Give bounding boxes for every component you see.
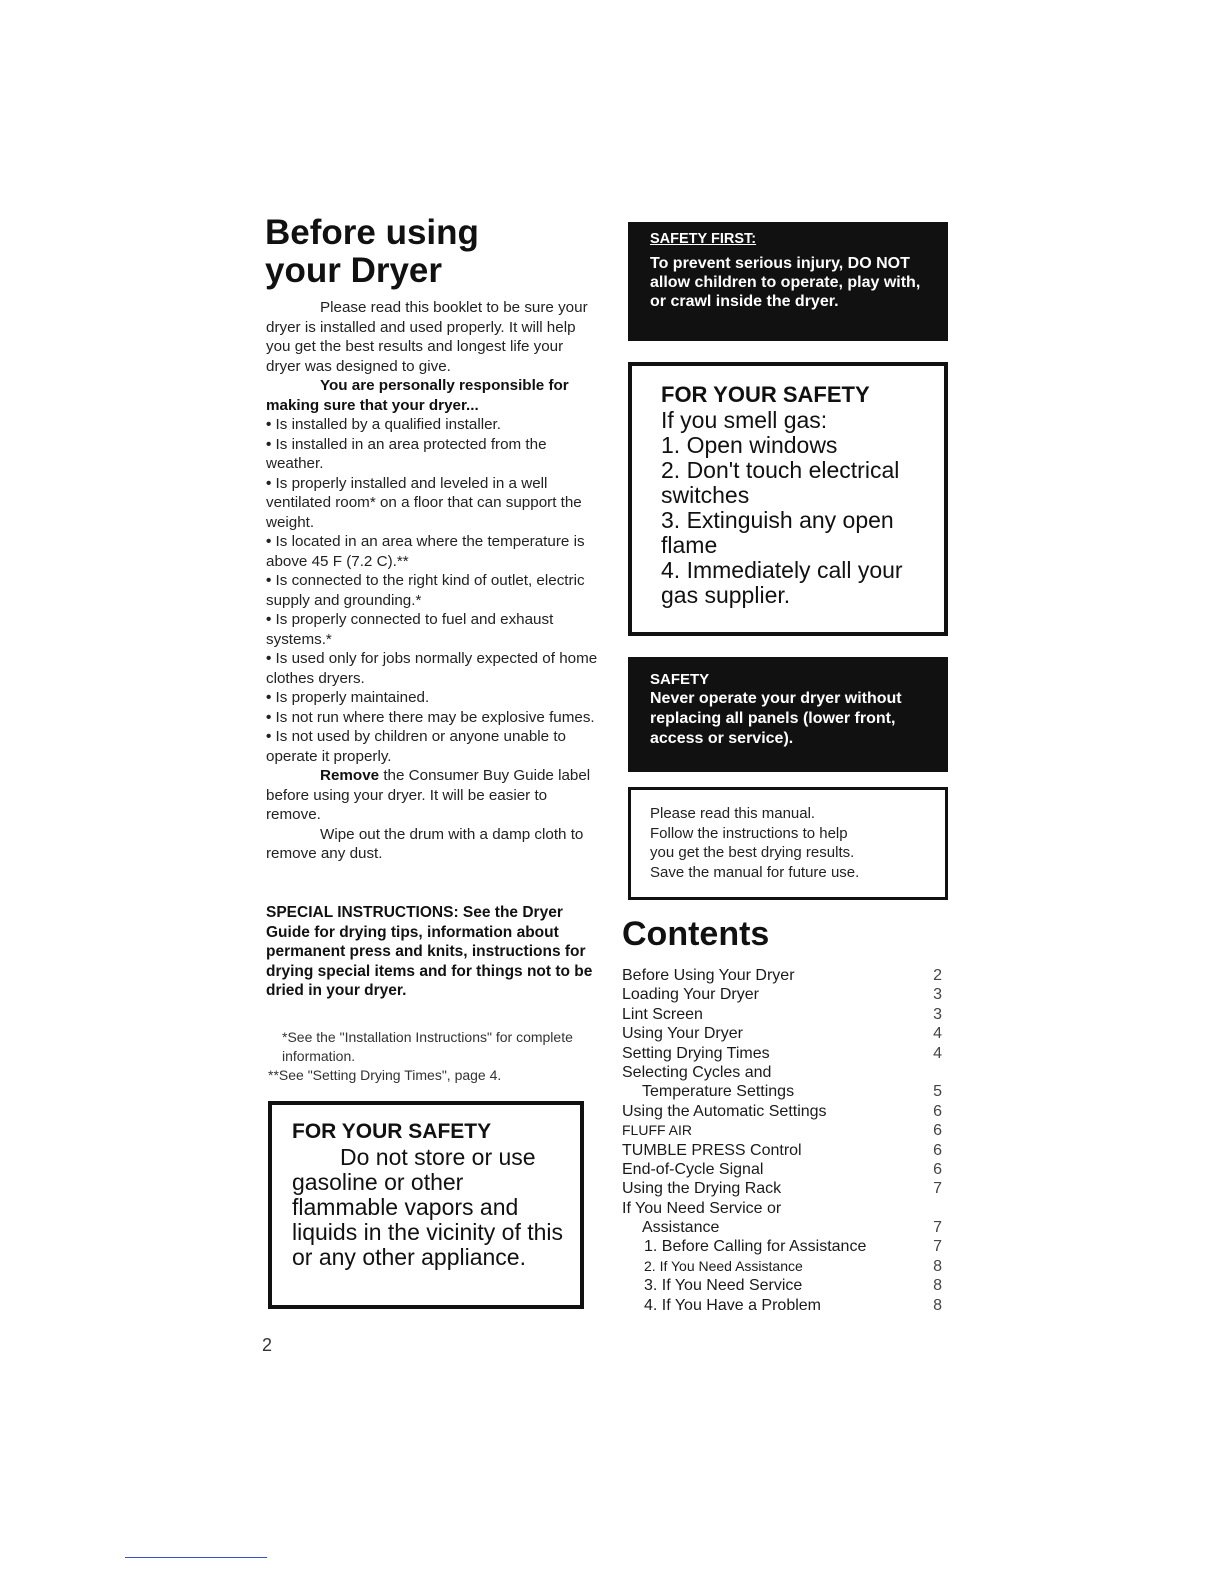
requirement-item: • Is properly installed and leveled in a well ventilated room* on a floor that can support the weight. <box>266 474 598 533</box>
toc-label: Using Your Dryer <box>622 1025 743 1043</box>
toc-page: 6 <box>933 1122 942 1140</box>
wipe-drum-paragraph: Wipe out the drum with a damp cloth to remove any dust. <box>266 825 584 862</box>
safety-first-title: SAFETY FIRST: <box>650 231 757 247</box>
toc-entry <box>622 1121 950 1140</box>
footnote-installation: *See the "Installation Instructions" for complete information. <box>282 1029 573 1064</box>
requirement-item: • Is not run where there may be explosive fumes. <box>266 708 598 728</box>
gas-smell-safety-title: FOR YOUR SAFETY <box>661 382 870 407</box>
safety-step: 1. Open windows <box>661 432 838 458</box>
toc-entry <box>622 1160 950 1179</box>
gas-smell-steps <box>661 433 944 608</box>
toc-page: 8 <box>933 1296 942 1314</box>
footnote-drying-times: **See "Setting Drying Times", page 4. <box>268 1067 502 1083</box>
toc-label: If You Need Service or <box>622 1199 782 1217</box>
toc-label: 3. If You Need Service <box>644 1277 803 1295</box>
toc-page: 3 <box>933 986 942 1004</box>
toc-label: Loading Your Dryer <box>622 986 759 1004</box>
read-manual-box <box>628 787 948 900</box>
toc-page: 6 <box>933 1102 942 1120</box>
toc-page: 8 <box>933 1277 942 1295</box>
remove-text: the Consumer Buy Guide label before using your dryer. It will be easier to remove. <box>266 767 591 823</box>
toc-entry <box>622 1276 950 1295</box>
requirement-item: • Is connected to the right kind of outlet, electric supply and grounding.* <box>266 571 598 610</box>
gasoline-safety-title: FOR YOUR SAFETY <box>292 1120 492 1143</box>
page-title-line-2: your Dryer <box>265 251 443 290</box>
safety-first-box <box>628 222 948 341</box>
requirement-item: • Is not used by children or anyone unable to operate it properly. <box>266 727 598 766</box>
requirement-item: • Is located in an area where the temperature is above 45 F (7.2 C).** <box>266 532 598 571</box>
gas-smell-intro: If you smell gas: <box>661 407 828 433</box>
toc-page: 4 <box>933 1025 942 1043</box>
toc-entry <box>622 985 950 1004</box>
toc-label: FLUFF AIR <box>622 1122 693 1139</box>
gasoline-safety-text: Do not store or use gasoline or other flammable vapors and liquids in the vicinity of this or any other appliance. <box>292 1144 564 1270</box>
toc-entry <box>622 1005 950 1024</box>
safety-step: 3. Extinguish any open flame <box>661 507 894 558</box>
toc-label: Before Using Your Dryer <box>622 967 795 984</box>
page-title-line-1: Before using <box>265 213 479 252</box>
manual-line: Follow the instructions to help <box>650 824 848 842</box>
gas-smell-safety-box <box>628 362 948 636</box>
toc-label: Selecting Cycles and <box>622 1063 772 1081</box>
intro-section <box>266 298 598 864</box>
safety-step: 2. Don't touch electrical switches <box>661 457 900 508</box>
special-instructions: SPECIAL INSTRUCTIONS: See the Dryer Guide for drying tips, information about permanent press and knits, instructions for drying special items and for things not to be dried in your dryer. <box>266 904 593 1000</box>
page-number: 2 <box>262 1335 273 1355</box>
contents-title: Contents <box>622 915 770 953</box>
responsibility-lead: You are personally responsible for making sure that your dryer... <box>266 377 569 414</box>
toc-page: 5 <box>933 1083 942 1101</box>
toc-entry <box>622 1179 950 1198</box>
toc-entry <box>622 1257 950 1276</box>
requirement-item: • Is used only for jobs normally expected of home clothes dryers. <box>266 649 598 688</box>
gasoline-safety-box <box>268 1101 584 1309</box>
toc-label: Temperature Settings <box>642 1083 795 1101</box>
toc-label: End-of-Cycle Signal <box>622 1160 764 1178</box>
toc-page: 6 <box>933 1141 942 1159</box>
toc-entry <box>622 1237 950 1256</box>
toc-entry <box>622 1082 950 1101</box>
toc-page: 8 <box>933 1257 942 1275</box>
intro-paragraph: Please read this booklet to be sure your dryer is installed and used properly. It will help you get the best results and longest life your dryer was designed to give. <box>266 299 588 375</box>
panels-safety-title: SAFETY <box>650 671 710 688</box>
toc-entry <box>622 1296 950 1315</box>
toc-entry <box>622 1141 950 1160</box>
toc-page: 3 <box>933 1005 942 1023</box>
toc-entry <box>622 1199 950 1218</box>
toc-label: 4. If You Have a Problem <box>644 1296 821 1314</box>
toc-entry <box>622 1024 950 1043</box>
remove-lead: Remove <box>320 767 380 784</box>
requirement-item: • Is installed by a qualified installer. <box>266 415 598 435</box>
toc-entry <box>622 1218 950 1237</box>
footnotes <box>268 1028 598 1085</box>
toc-page: 6 <box>933 1160 942 1178</box>
manual-line: Save the manual for future use. <box>650 863 860 881</box>
requirement-item: • Is properly maintained. <box>266 688 598 708</box>
toc-entry <box>622 1044 950 1063</box>
manual-line: Please read this manual. <box>650 805 816 822</box>
toc-page: 7 <box>933 1219 942 1237</box>
panels-safety-text: Never operate your dryer without replacing all panels (lower front, access or service). <box>650 690 902 747</box>
toc-label: 2. If You Need Assistance <box>644 1257 803 1274</box>
toc-label: 1. Before Calling for Assistance <box>644 1238 867 1256</box>
toc-label: TUMBLE PRESS Control <box>622 1141 802 1159</box>
page-title <box>265 214 605 290</box>
bottom-rule <box>125 1557 267 1558</box>
manual-line: you get the best drying results. <box>650 844 855 861</box>
toc-entry <box>622 1102 950 1121</box>
toc-entry <box>622 966 950 985</box>
remove-label-paragraph <box>266 766 598 825</box>
toc-label: Using the Drying Rack <box>622 1180 782 1198</box>
requirement-item: • Is properly connected to fuel and exhaust systems.* <box>266 610 598 649</box>
requirement-item: • Is installed in an area protected from the weather. <box>266 435 598 474</box>
toc-entry <box>622 1063 950 1082</box>
toc-label: Lint Screen <box>622 1005 703 1023</box>
toc-page: 7 <box>933 1180 942 1198</box>
safety-step: 4. Immediately call your gas supplier. <box>661 557 903 608</box>
toc-page: 2 <box>933 967 942 984</box>
panels-safety-box <box>628 657 948 772</box>
safety-first-text: To prevent serious injury, DO NOT allow children to operate, play with, or crawl inside the dryer. <box>650 255 921 310</box>
toc-page: 7 <box>933 1238 942 1256</box>
toc-label: Assistance <box>642 1219 720 1237</box>
table-of-contents <box>622 966 950 1315</box>
toc-label: Setting Drying Times <box>622 1044 770 1062</box>
toc-page: 4 <box>933 1044 942 1062</box>
toc-label: Using the Automatic Settings <box>622 1102 827 1120</box>
